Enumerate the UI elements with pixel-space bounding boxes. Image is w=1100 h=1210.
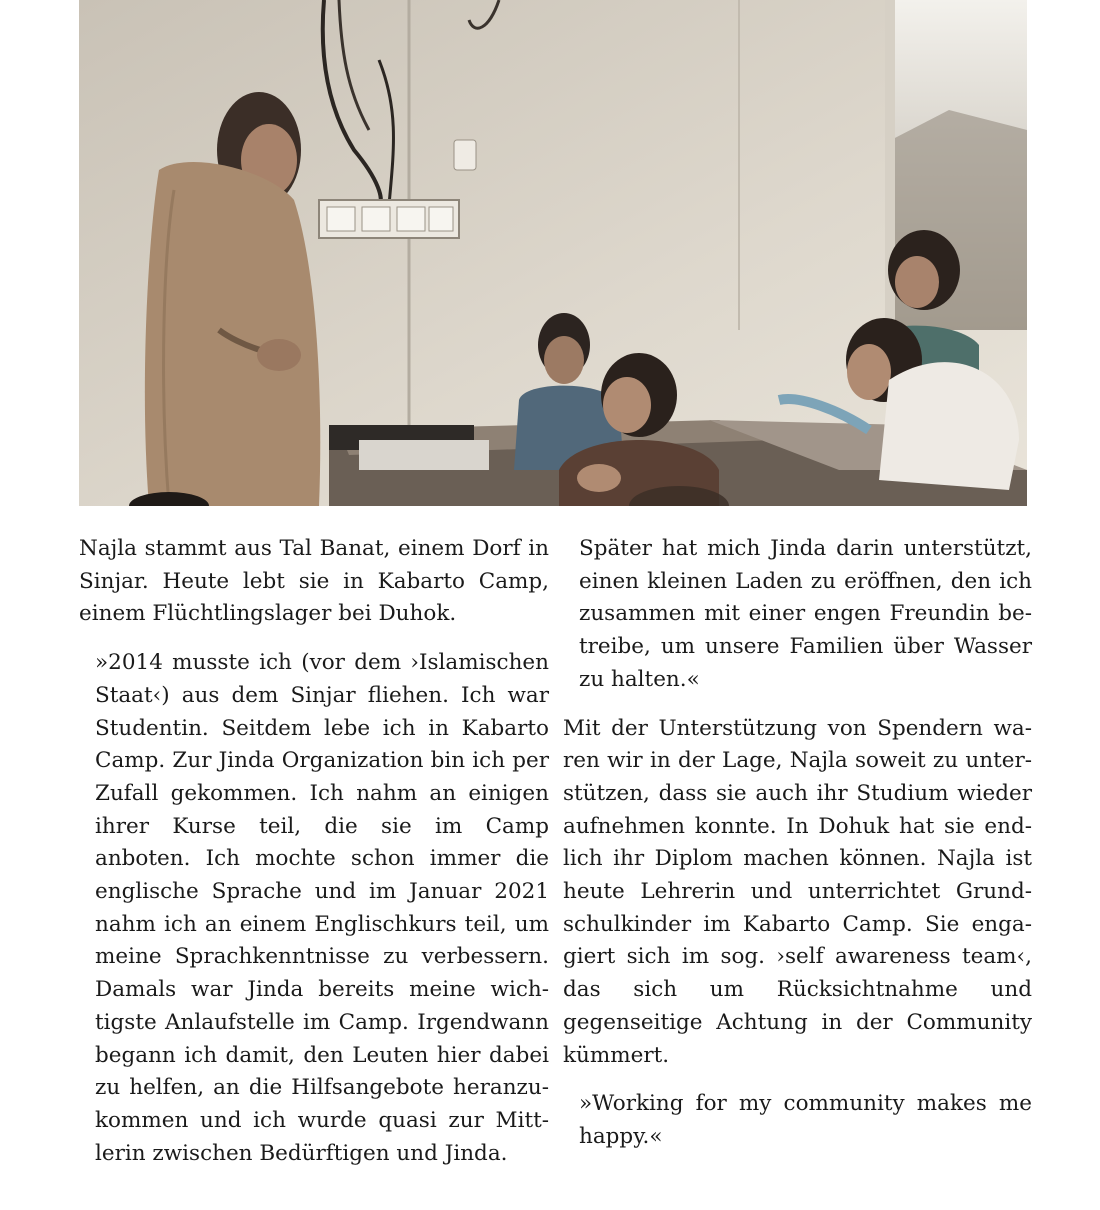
quote-paragraph-part2: Später hat mich Jinda darin unterstützt, einen kleinen Laden zu eröffnen, den ich zusammen mit einer engen Freundin betreibe, um unsere Familien über Wasser zu halten.« [579,536,1032,692]
closing-quote: »Working for my community makes me happy.« [579,1091,1032,1149]
text-column-left [79,533,549,1170]
text-column-right [563,533,1032,1154]
classroom-photo [79,0,1027,506]
quote-paragraph-part1: »2014 musste ich (vor dem ›Islamischen Staat‹) aus dem Sinjar fliehen. Ich war Studentin. Seitdem lebe ich in Kabarto Camp. Zur Jinda Organization bin ich per Zufall gekommen. Ich nahm an einigen ihrer Kurse teil, die sie im Camp anboten. Ich mochte schon immer die englische Sprache und im Januar 2021 nahm ich an einem Englischkurs teil, um meine Sprachkenntnisse zu verbessern. Damals war Jinda bereits meine wichtigste Anlaufstelle im Camp. Irgendwann begann ich damit, den Leuten hier dabei zu helfen, an die Hilfsangebote heranzukommen und ich wurde quasi zur Mittlerin zwischen Bedürftigen und Jinda. [95,650,549,1166]
classroom-photo-illustration [79,0,1027,506]
support-paragraph: Mit der Unterstützung von Spendern waren wir in der Lage, Najla soweit zu unterstützen, dass sie auch ihr Studium wieder aufnehmen konnte. In Dohuk hat sie endlich ihr Diplom machen können. Najla ist heute Lehrerin und unterrichtet Grundschulkinder im Kabarto Camp. Sie engagiert sich im sog. ›self awareness team‹, das sich um Rücksichtnahme und gegenseitige Achtung in der Community kümmert. [563,715,1032,1068]
intro-paragraph: Najla stammt aus Tal Banat, einem Dorf in Sinjar. Heute lebt sie in Kabarto Camp, einem Flüchtlingslager bei Duhok. [79,536,549,627]
